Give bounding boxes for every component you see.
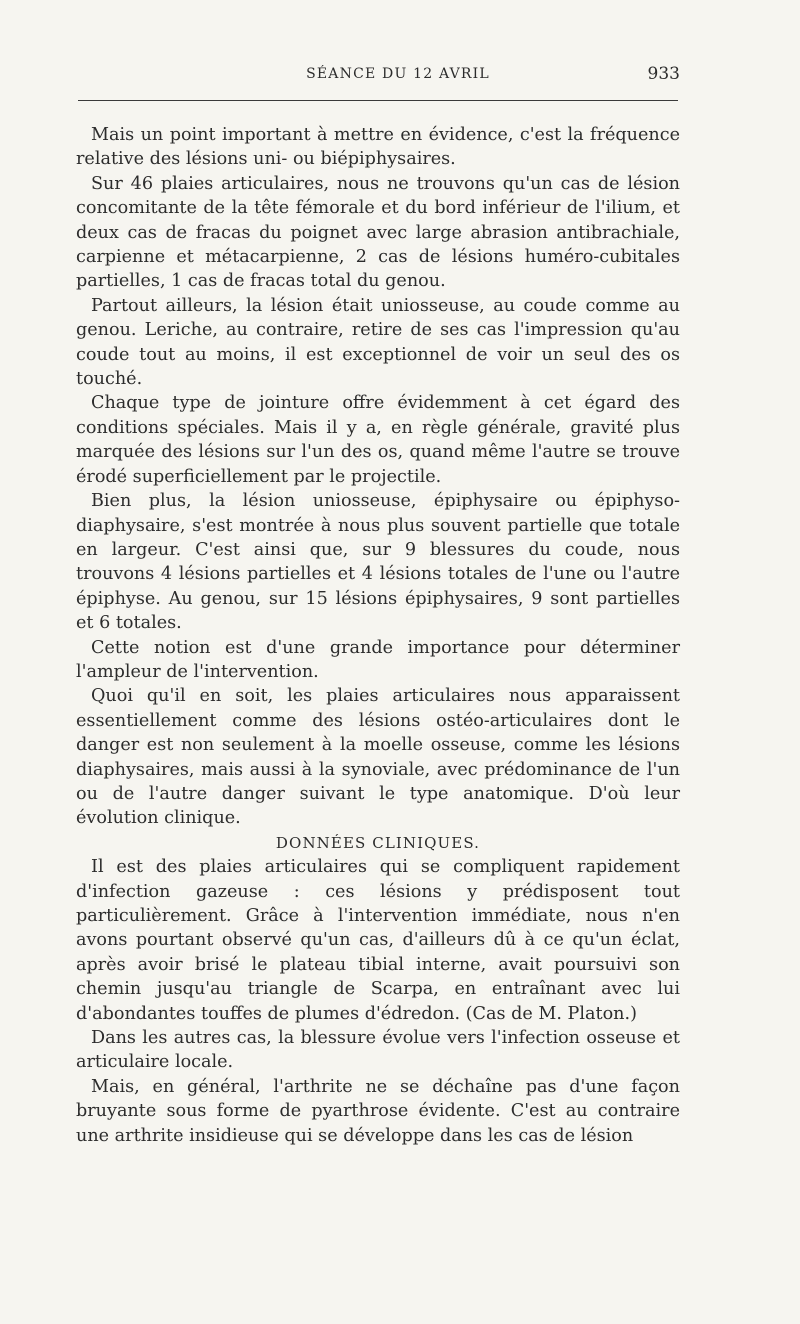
paragraph: Sur 46 plaies articulaires, nous ne trouvons qu'un cas de lésion concomitante de la tête fémorale et du bord inférieur de l'ilium, et deux cas de fracas du poignet avec large abrasion antibrachiale, carpienne et métacarpienne, 2 cas de lésions huméro-cubitales partielles, 1 cas de fracas total du genou. [76, 173, 680, 292]
document-page [76, 0, 680, 1146]
paragraph: Partout ailleurs, la lésion était uniosseuse, au coude comme au genou. Leriche, au contraire, retire de ses cas l'impression qu'au coude tout au moins, il est exceptionnel de voir un seul des os touché. [76, 295, 680, 390]
paragraph: Cette notion est d'une grande importance pour déterminer l'ampleur de l'intervention. [76, 637, 680, 682]
paragraph: Mais un point important à mettre en évidence, c'est la fréquence relative des lésions uni- ou biépiphysaires. [76, 125, 680, 170]
body-text [76, 123, 680, 1148]
paragraph: Il est des plaies articulaires qui se compliquent rapidement d'infection gazeuse : ces lésions y prédisposent tout particulièrement. Grâce à l'intervention immédiate, nous n'en avons pourtant observé qu'un cas, d'ailleurs dû à ce qu'un éclat, après avoir brisé le plateau tibial interne, avait poursuivi son chemin jusqu'au triangle de Scarpa, en entraînant avec lui d'abondantes touffes de plumes d'édredon. (Cas de M. Platon.) [76, 857, 680, 1024]
paragraph: Quoi qu'il en soit, les plaies articulaires nous apparaissent essentiellement comme des lésions ostéo-articulaires dont le danger est non seulement à la moelle osseuse, comme les lésions diaphysaires, mais aussi à la synoviale, avec prédominance de l'un ou de l'autre danger suivant le type anatomique. D'où leur évolution clinique. [76, 686, 680, 829]
paragraph: Chaque type de jointure offre évidemment à cet égard des conditions spéciales. Mais il y a, en règle générale, gravité plus marquée des lésions sur l'un des os, quand même l'autre se trouve érodé superficiellement par le projectile. [76, 393, 680, 487]
page-number: 933 [647, 64, 680, 84]
running-title: SÉANCE DU 12 AVRIL [306, 66, 490, 82]
running-head [76, 0, 680, 92]
header-rule [78, 100, 678, 101]
paragraph: Bien plus, la lésion uniosseuse, épiphysaire ou épiphyso-diaphysaire, s'est montrée à nous plus souvent partielle que totale en largeur. C'est ainsi que, sur 9 blessures du coude, nous trouvons 4 lésions partielles et 4 lésions totales de l'une ou l'autre épiphyse. Au genou, sur 15 lésions épiphysaires, 9 sont partielles et 6 totales. [76, 491, 680, 634]
paragraph: Mais, en général, l'arthrite ne se déchaîne pas d'une façon bruyante sous forme de pyarthrose évidente. C'est au contraire une arthrite insidieuse qui se développe dans les cas de lésion [76, 1076, 680, 1146]
paragraph: Dans les autres cas, la blessure évolue vers l'infection osseuse et articulaire locale. [76, 1028, 680, 1073]
section-title: DONNÉES CLINIQUES. [275, 833, 481, 852]
